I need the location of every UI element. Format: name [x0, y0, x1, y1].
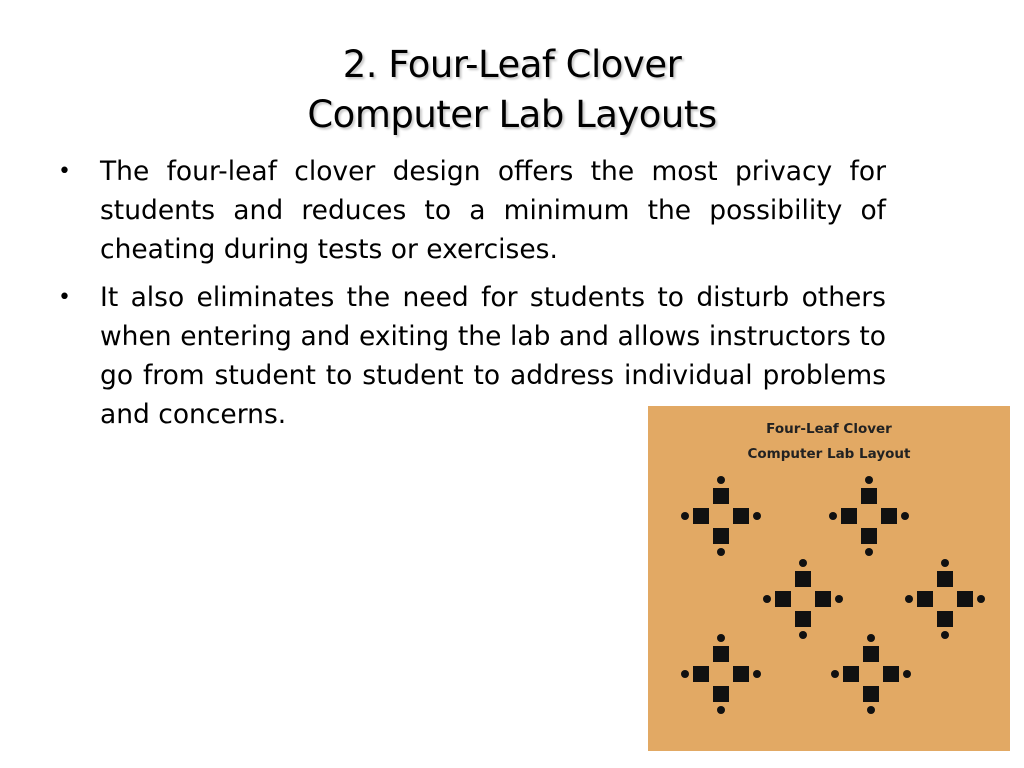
clover-cluster [681, 476, 761, 556]
clover-cluster [829, 476, 909, 556]
workstation-desk [937, 571, 953, 587]
bullet-text: The four-leaf clover design offers the most privacy for students and reduces to a minimum the possibility of cheating during tests or exercises. [100, 156, 886, 265]
figure-title-line-2: Computer Lab Layout [747, 446, 911, 462]
slide-title-line-2: Computer Lab Layouts [307, 93, 717, 136]
student-seat [835, 595, 843, 603]
student-seat [681, 512, 689, 520]
workstation-desk [883, 666, 899, 682]
clover-cluster [763, 559, 843, 639]
workstation-desk [693, 508, 709, 524]
bullet-item [58, 152, 886, 269]
figure-title-line-1: Four-Leaf Clover [766, 421, 892, 437]
student-seat [867, 634, 875, 642]
workstation-desk [841, 508, 857, 524]
student-seat [941, 559, 949, 567]
workstation-desk [861, 528, 877, 544]
workstation-desk [863, 686, 879, 702]
workstation-desk [863, 646, 879, 662]
workstation-desk [713, 646, 729, 662]
workstation-desk [957, 591, 973, 607]
workstation-desk [881, 508, 897, 524]
student-seat [865, 476, 873, 484]
student-seat [865, 548, 873, 556]
workstation-desk [713, 528, 729, 544]
student-seat [941, 631, 949, 639]
student-seat [799, 559, 807, 567]
workstation-desk [815, 591, 831, 607]
bullet-text: It also eliminates the need for students to disturb others when entering and exiting the lab and allows instructors to go from student to student to address individual problems and concerns. [100, 282, 886, 430]
clover-cluster [681, 634, 761, 714]
student-seat [831, 670, 839, 678]
student-seat [717, 476, 725, 484]
clover-diagram [648, 406, 1010, 751]
workstation-desk [937, 611, 953, 627]
workstation-desk [843, 666, 859, 682]
workstation-desk [795, 571, 811, 587]
student-seat [867, 706, 875, 714]
student-seat [681, 670, 689, 678]
student-seat [829, 512, 837, 520]
workstation-desk [795, 611, 811, 627]
workstation-desk [713, 488, 729, 504]
workstation-desk [733, 508, 749, 524]
bullet-marker: • [58, 285, 71, 310]
workstation-desk [693, 666, 709, 682]
slide-title [0, 40, 1024, 140]
workstation-desk [917, 591, 933, 607]
student-seat [753, 670, 761, 678]
student-seat [717, 706, 725, 714]
clover-cluster [905, 559, 985, 639]
workstation-desk [733, 666, 749, 682]
student-seat [799, 631, 807, 639]
clover-layout-figure [648, 406, 1010, 751]
workstation-desk [713, 686, 729, 702]
student-seat [717, 634, 725, 642]
workstation-desk [775, 591, 791, 607]
workstation-desk [861, 488, 877, 504]
student-seat [903, 670, 911, 678]
slide-title-line-1: 2. Four-Leaf Clover [342, 43, 682, 86]
clover-cluster [831, 634, 911, 714]
student-seat [753, 512, 761, 520]
bullet-list [58, 152, 886, 443]
student-seat [717, 548, 725, 556]
student-seat [763, 595, 771, 603]
student-seat [901, 512, 909, 520]
student-seat [905, 595, 913, 603]
bullet-marker: • [58, 159, 71, 184]
student-seat [977, 595, 985, 603]
